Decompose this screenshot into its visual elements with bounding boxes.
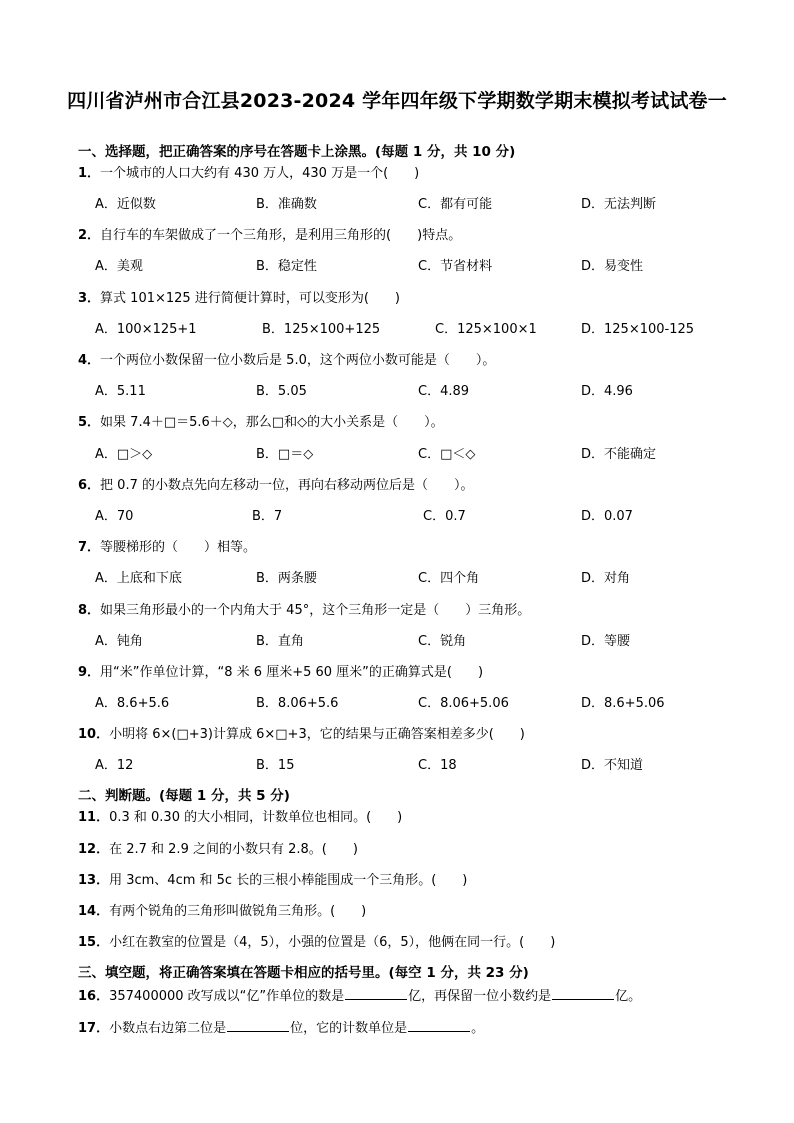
option-c[interactable]: C．□＜◇ <box>418 447 476 462</box>
option-a[interactable]: A．8.6+5.6 <box>95 696 170 711</box>
question-7-options <box>0 570 794 588</box>
question-number: 4． <box>78 353 101 368</box>
option-a[interactable]: A．70 <box>95 509 134 524</box>
question-number: 12． <box>78 842 110 857</box>
section-heading-choice: 一、选择题，把正确答案的序号在答题卡上涂黑。(每题 1 分，共 10 分) <box>78 144 516 160</box>
question-text: 如果三角形最小的一个内角大于 45°，这个三角形一定是（ ）三角形。 <box>100 603 531 618</box>
option-b[interactable]: B．125×100+125 <box>262 322 381 337</box>
option-c[interactable]: C．18 <box>418 758 457 773</box>
option-d[interactable]: D．无法判断 <box>581 197 657 212</box>
option-c[interactable]: C．125×100×1 <box>435 322 537 337</box>
question-text-part: 。 <box>471 1021 485 1036</box>
option-c[interactable]: C．都有可能 <box>418 197 493 212</box>
question-text-part: 位，它的计数单位是 <box>290 1021 408 1036</box>
question-9 <box>78 664 483 682</box>
question-2-options <box>0 258 794 276</box>
question-7 <box>78 539 256 557</box>
option-d[interactable]: D．125×100-125 <box>581 322 695 337</box>
question-6 <box>78 477 474 495</box>
answer-blank[interactable] <box>552 987 614 1000</box>
question-text: 一个两位小数保留一位小数后是 5.0，这个两位小数可能是（ ）。 <box>100 353 496 368</box>
question-text: 一个城市的人口大约有 430 万人，430 万是一个( ) <box>100 166 420 181</box>
question-8 <box>78 602 530 620</box>
question-text: 0.3 和 0.30 的大小相同，计数单位也相同。( ) <box>109 810 403 825</box>
question-text: 在 2.7 和 2.9 之间的小数只有 2.8。( ) <box>109 842 358 857</box>
question-10-options <box>0 757 794 775</box>
option-b[interactable]: B．直角 <box>256 634 304 649</box>
option-a[interactable]: A．美观 <box>95 259 143 274</box>
question-text: 用“米”作单位计算，“8 米 6 厘米+5 60 厘米”的正确算式是( ) <box>100 665 484 680</box>
question-number: 14． <box>78 904 110 919</box>
question-10 <box>78 726 525 744</box>
question-text: 等腰梯形的（ ）相等。 <box>100 540 257 555</box>
option-b[interactable]: B．两条腰 <box>256 571 317 586</box>
question-text: 如果 7.4＋□＝5.6＋◇，那么□和◇的大小关系是（ ）。 <box>100 415 444 430</box>
option-a[interactable]: A．□＞◇ <box>95 447 153 462</box>
option-d[interactable]: D．不能确定 <box>581 447 657 462</box>
option-c[interactable]: C．4.89 <box>418 384 470 399</box>
question-16 <box>78 987 641 1006</box>
question-number: 6． <box>78 478 101 493</box>
question-text: 算式 101×125 进行简便计算时，可以变形为( ) <box>100 291 400 306</box>
question-3-options <box>0 321 794 339</box>
question-number: 7． <box>78 540 101 555</box>
question-14 <box>78 903 366 921</box>
answer-blank[interactable] <box>227 1019 289 1032</box>
option-a[interactable]: A．12 <box>95 758 134 773</box>
option-a[interactable]: A．100×125+1 <box>95 322 197 337</box>
question-text: 用 3cm、4cm 和 5c 长的三根小棒能围成一个三角形。( ) <box>109 873 468 888</box>
option-b[interactable]: B．8.06+5.6 <box>256 696 339 711</box>
question-4 <box>78 352 495 370</box>
option-a[interactable]: A．5.11 <box>95 384 146 399</box>
question-text-part: 357400000 改写成以“亿”作单位的数是 <box>109 989 345 1004</box>
question-number: 10． <box>78 727 110 742</box>
question-17 <box>78 1019 484 1038</box>
question-5-options <box>0 446 794 464</box>
question-number: 5． <box>78 415 101 430</box>
question-text: 小红在教室的位置是（4，5），小强的位置是（6，5），他俩在同一行。( ) <box>109 935 556 950</box>
question-text-part: 亿。 <box>615 989 642 1004</box>
option-c[interactable]: C．0.7 <box>423 509 466 524</box>
option-b[interactable]: B．准确数 <box>256 197 317 212</box>
question-6-options <box>0 508 794 526</box>
option-b[interactable]: B．15 <box>256 758 295 773</box>
question-8-options <box>0 633 794 651</box>
option-d[interactable]: D．4.96 <box>581 384 633 399</box>
question-13 <box>78 872 467 890</box>
question-text: 自行车的车架做成了一个三角形，是利用三角形的( )特点。 <box>100 228 462 243</box>
question-4-options <box>0 383 794 401</box>
option-b[interactable]: B．稳定性 <box>256 259 317 274</box>
option-b[interactable]: B．5.05 <box>256 384 307 399</box>
option-d[interactable]: D．对角 <box>581 571 631 586</box>
question-text-part: 亿，再保留一位小数约是 <box>408 989 552 1004</box>
question-1 <box>78 165 419 183</box>
question-number: 8． <box>78 603 101 618</box>
question-text: 小明将 6×(□+3)计算成 6×□+3，它的结果与正确答案相差多少( ) <box>109 727 525 742</box>
question-12 <box>78 841 358 859</box>
question-3 <box>78 290 400 308</box>
question-number: 3． <box>78 291 101 306</box>
option-a[interactable]: A．钝角 <box>95 634 143 649</box>
question-11 <box>78 809 402 827</box>
answer-blank[interactable] <box>408 1019 470 1032</box>
answer-blank[interactable] <box>345 987 407 1000</box>
question-number: 1． <box>78 166 101 181</box>
option-d[interactable]: D．0.07 <box>581 509 633 524</box>
question-number: 16． <box>78 989 110 1004</box>
question-text: 有两个锐角的三角形叫做锐角三角形。( ) <box>109 904 367 919</box>
option-a[interactable]: A．上底和下底 <box>95 571 182 586</box>
question-number: 17． <box>78 1021 110 1036</box>
section-heading-judgment: 二、判断题。(每题 1 分，共 5 分) <box>78 788 290 804</box>
option-b[interactable]: B．7 <box>252 509 283 524</box>
option-d[interactable]: D．8.6+5.06 <box>581 696 665 711</box>
question-9-options <box>0 695 794 713</box>
question-15 <box>78 934 555 952</box>
option-d[interactable]: D．易变性 <box>581 259 644 274</box>
option-d[interactable]: D．等腰 <box>581 634 631 649</box>
option-d[interactable]: D．不知道 <box>581 758 644 773</box>
question-text: 把 0.7 的小数点先向左移动一位，再向右移动两位后是（ ）。 <box>100 478 474 493</box>
option-c[interactable]: C．节省材料 <box>418 259 493 274</box>
question-number: 13． <box>78 873 110 888</box>
question-2 <box>78 227 461 245</box>
question-5 <box>78 414 444 432</box>
question-1-options <box>0 196 794 214</box>
question-number: 9． <box>78 665 101 680</box>
option-b[interactable]: B．□＝◇ <box>256 447 314 462</box>
page-title: 四川省泸州市合江县2023-2024 学年四年级下学期数学期末模拟考试试卷一 <box>67 90 727 112</box>
option-a[interactable]: A．近似数 <box>95 197 156 212</box>
option-c[interactable]: C．8.06+5.06 <box>418 696 509 711</box>
option-c[interactable]: C．四个角 <box>418 571 480 586</box>
question-text-part: 小数点右边第二位是 <box>109 1021 227 1036</box>
question-number: 15． <box>78 935 110 950</box>
question-number: 2． <box>78 228 101 243</box>
option-c[interactable]: C．锐角 <box>418 634 467 649</box>
question-number: 11． <box>78 810 110 825</box>
section-heading-fill-blank: 三、填空题，将正确答案填在答题卡相应的括号里。(每空 1 分，共 23 分) <box>78 965 529 981</box>
